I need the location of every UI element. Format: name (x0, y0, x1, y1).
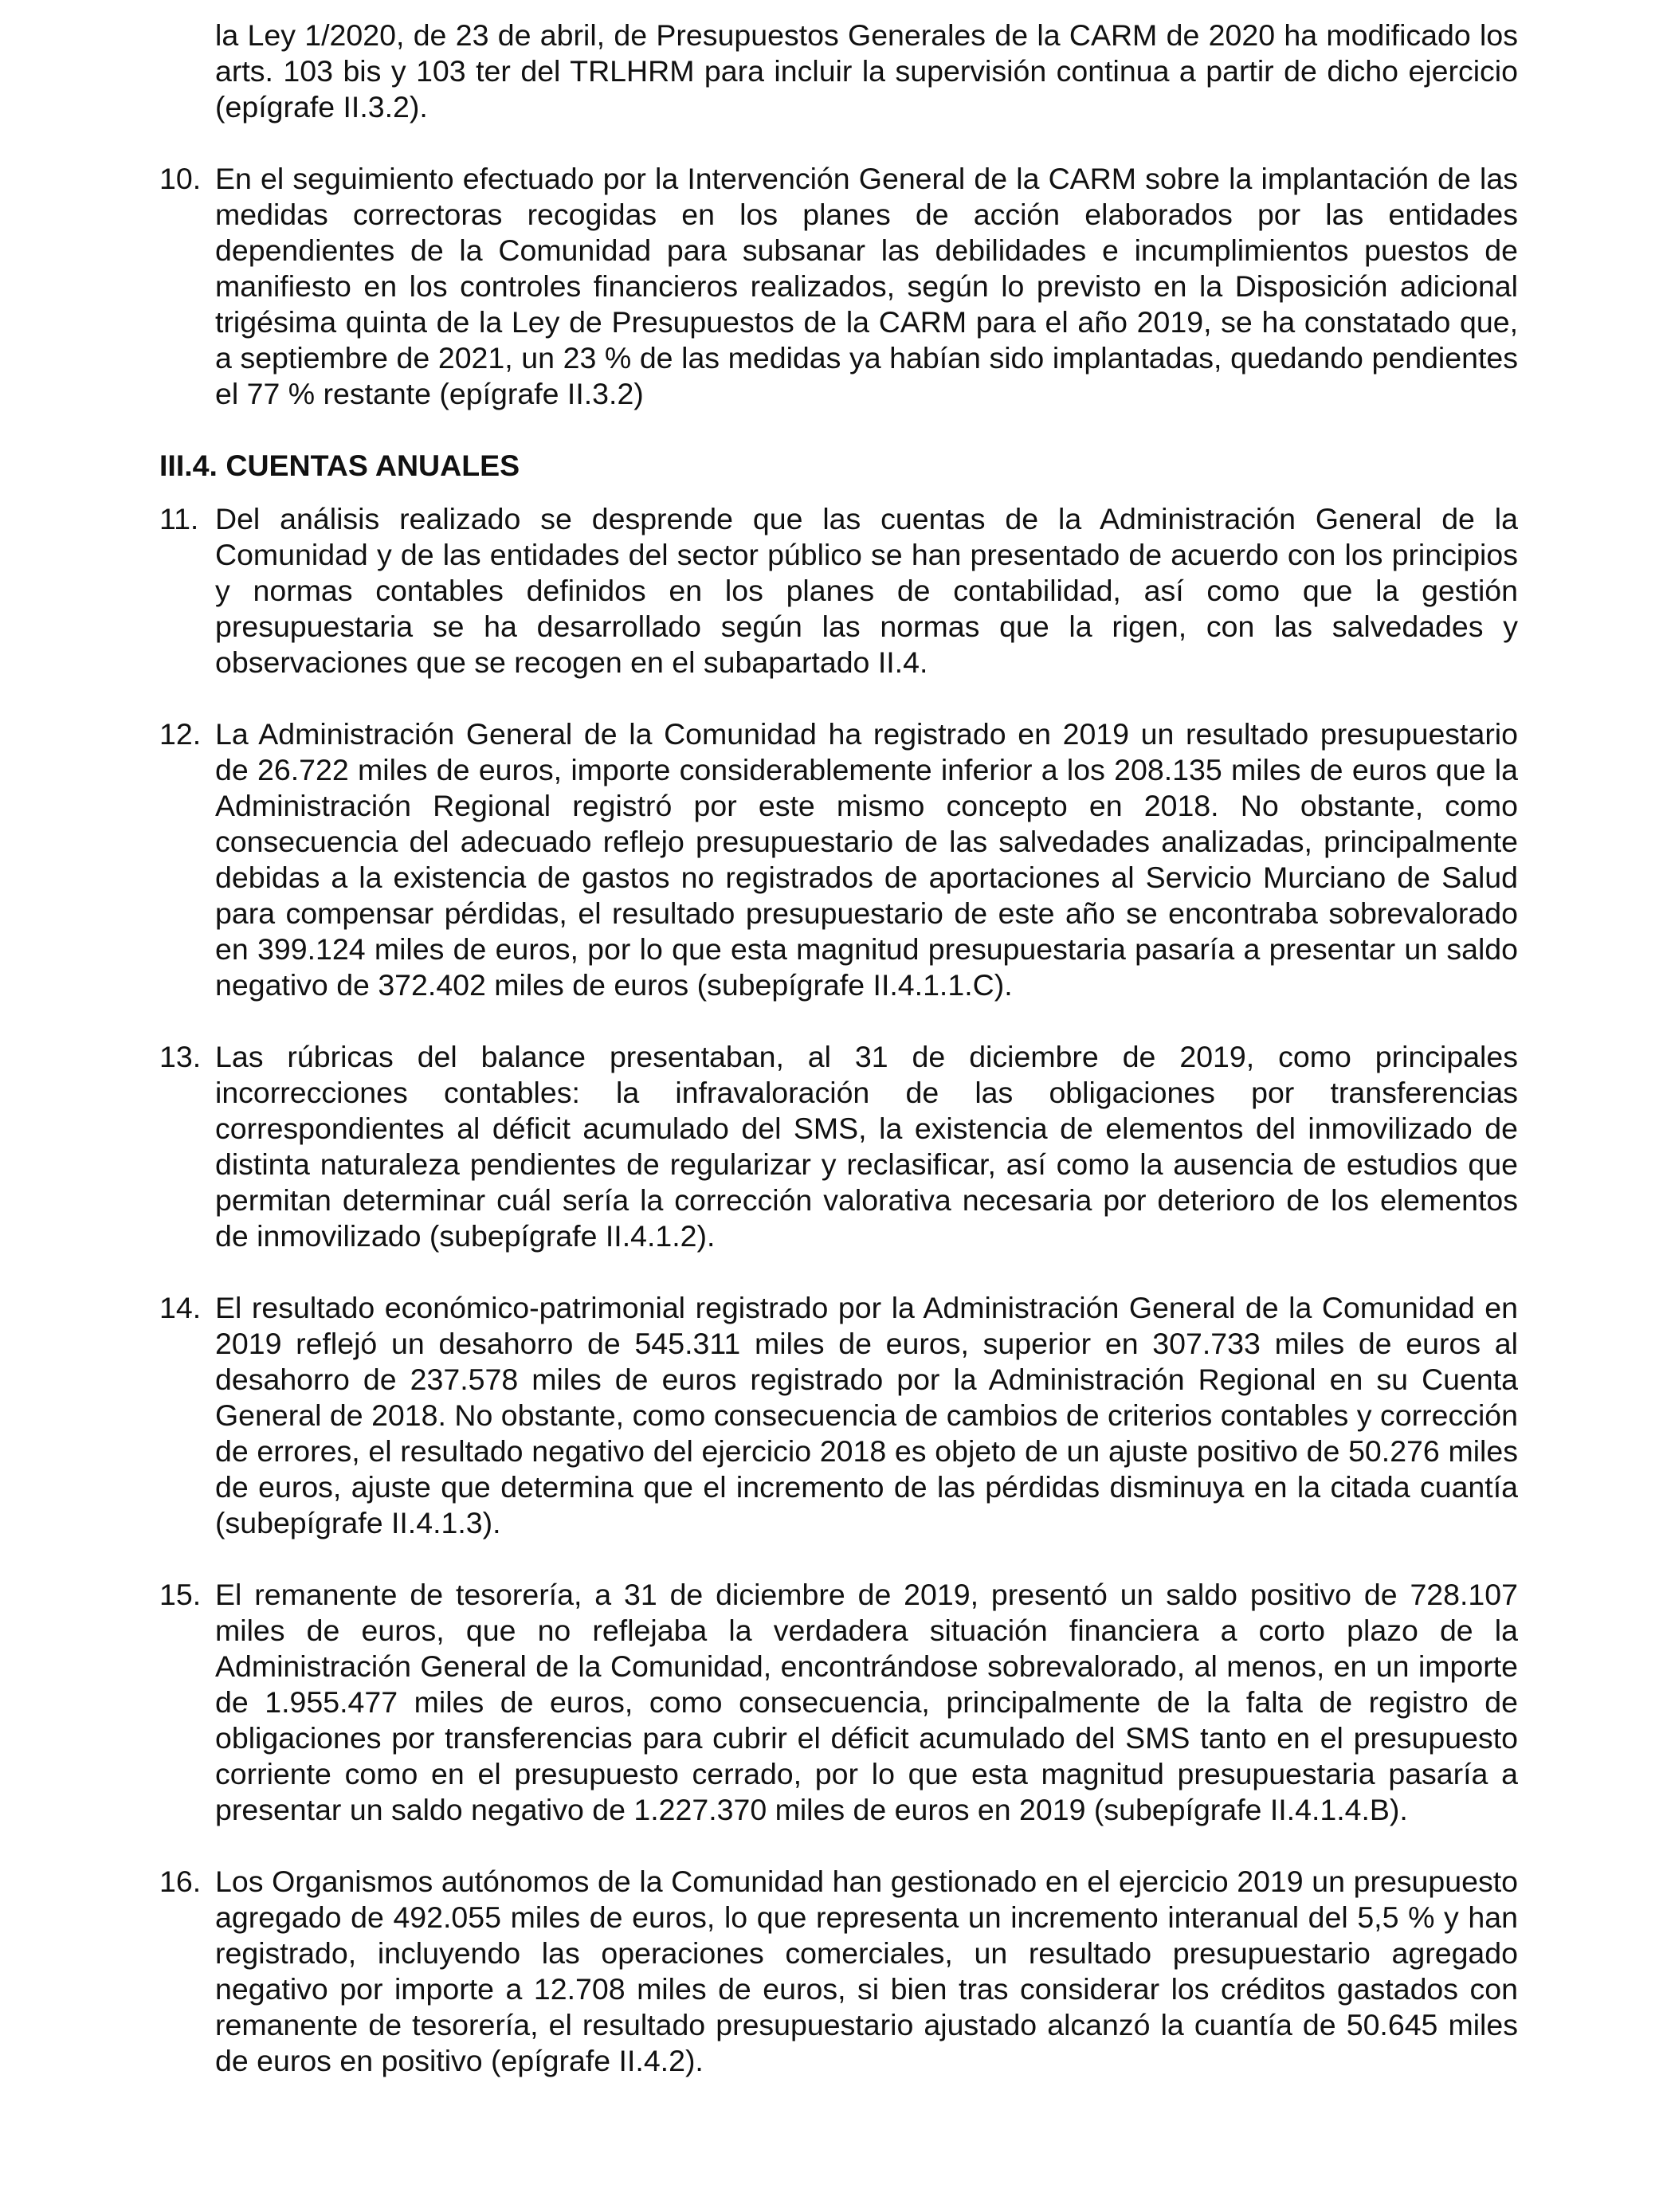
numbered-paragraph-16 (159, 1864, 1518, 2079)
numbered-paragraph-12 (159, 716, 1518, 1003)
paragraph-number: 11. (159, 502, 199, 535)
paragraph-number: 14. (159, 1291, 202, 1324)
paragraph-number: 13. (159, 1040, 202, 1073)
numbered-paragraph-15 (159, 1577, 1518, 1828)
paragraph-text: La Administración General de la Comunidad ha registrado en 2019 un resultado presupuestario de 26.722 miles de euros, importe considerablemente inferior a los 208.135 miles de euros que la Administración Regional registró por este mismo concepto en 2018. No obstante, como consecuencia del adecuado reflejo presupuestario de las salvedades analizadas, principalmente debidas a la existencia de gastos no registrados de aportaciones al Servicio Murciano de Salud para compensar pérdidas, el resultado presupuestario de este año se encontraba sobrevalorado en 399.124 miles de euros, por lo que esta magnitud presupuestaria pasaría a presentar un saldo negativo de 372.402 miles de euros (subepígrafe II.4.1.1.C). (215, 717, 1518, 1002)
continued-paragraph: la Ley 1/2020, de 23 de abril, de Presupuestos Generales de la CARM de 2020 ha modificado los arts. 103 bis y 103 ter del TRLHRM para incluir la supervisión continua a partir de dicho ejercicio (epígrafe II.3.2). (215, 18, 1518, 124)
numbered-paragraph-11 (159, 501, 1518, 680)
paragraph-number: 15. (159, 1578, 202, 1611)
paragraph-number: 12. (159, 717, 202, 751)
paragraph-text: Las rúbricas del balance presentaban, al 31 de diciembre de 2019, como principales incorrecciones contables: la infravaloración de las obligaciones por transferencias correspondientes al déficit acumulado del SMS, la existencia de elementos del inmovilizado de distinta naturaleza pendientes de regularizar y reclasificar, así como la ausencia de estudios que permitan determinar cuál sería la corrección valorativa necesaria por deterioro de los elementos de inmovilizado (subepígrafe II.4.1.2). (215, 1040, 1518, 1253)
section-heading: III.4. CUENTAS ANUALES (159, 449, 520, 482)
paragraph-number: 10. (159, 162, 202, 195)
numbered-paragraph-14 (159, 1290, 1518, 1541)
paragraph-text: El remanente de tesorería, a 31 de diciembre de 2019, presentó un saldo positivo de 728.107 miles de euros, que no reflejaba la verdadera situación financiera a corto plazo de la Administración General de la Comunidad, encontrándose sobrevalorado, al menos, en un importe de 1.955.477 miles de euros, como consecuencia, principalmente de la falta de registro de obligaciones por transferencias para cubrir el déficit acumulado del SMS tanto en el presupuesto corriente como en el presupuesto cerrado, por lo que esta magnitud presupuestaria pasaría a presentar un saldo negativo de 1.227.370 miles de euros en 2019 (subepígrafe II.4.1.4.B). (215, 1578, 1518, 1826)
paragraph-text: Los Organismos autónomos de la Comunidad han gestionado en el ejercicio 2019 un presupuesto agregado de 492.055 miles de euros, lo que representa un incremento interanual del 5,5 % y han registrado, incluyendo las operaciones comerciales, un resultado presupuestario agregado negativo por importe a 12.708 miles de euros, si bien tras considerar los créditos gastados con remanente de tesorería, el resultado presupuestario ajustado alcanzó la cuantía de 50.645 miles de euros en positivo (epígrafe II.4.2). (215, 1865, 1518, 2077)
numbered-paragraph-13 (159, 1039, 1518, 1254)
paragraph-number: 16. (159, 1865, 202, 1898)
numbered-paragraph-10 (159, 161, 1518, 412)
paragraph-text: Del análisis realizado se desprende que las cuentas de la Administración General de la Comunidad y de las entidades del sector público se han presentado de acuerdo con los principios y normas contables definidos en los planes de contabilidad, así como que la gestión presupuestaria se ha desarrollado según las normas que la rigen, con las salvedades y observaciones que se recogen en el subapartado II.4. (215, 502, 1518, 679)
paragraph-text: El resultado económico-patrimonial registrado por la Administración General de la Comunidad en 2019 reflejó un desahorro de 545.311 miles de euros, superior en 307.733 miles de euros al desahorro de 237.578 miles de euros registrado por la Administración Regional en su Cuenta General de 2018. No obstante, como consecuencia de cambios de criterios contables y corrección de errores, el resultado negativo del ejercicio 2018 es objeto de un ajuste positivo de 50.276 miles de euros, ajuste que determina que el incremento de las pérdidas disminuya en la citada cuantía (subepígrafe II.4.1.3). (215, 1291, 1518, 1539)
paragraph-text: En el seguimiento efectuado por la Intervención General de la CARM sobre la implantación de las medidas correctoras recogidas en los planes de acción elaborados por las entidades dependientes de la Comunidad para subsanar las debilidades e incumplimientos puestos de manifiesto en los controles financieros realizados, según lo previsto en la Disposición adicional trigésima quinta de la Ley de Presupuestos de la CARM para el año 2019, se ha constatado que, a septiembre de 2021, un 23 % de las medidas ya habían sido implantadas, quedando pendientes el 77 % restante (epígrafe II.3.2) (215, 162, 1518, 410)
document-page (159, 18, 1518, 2115)
